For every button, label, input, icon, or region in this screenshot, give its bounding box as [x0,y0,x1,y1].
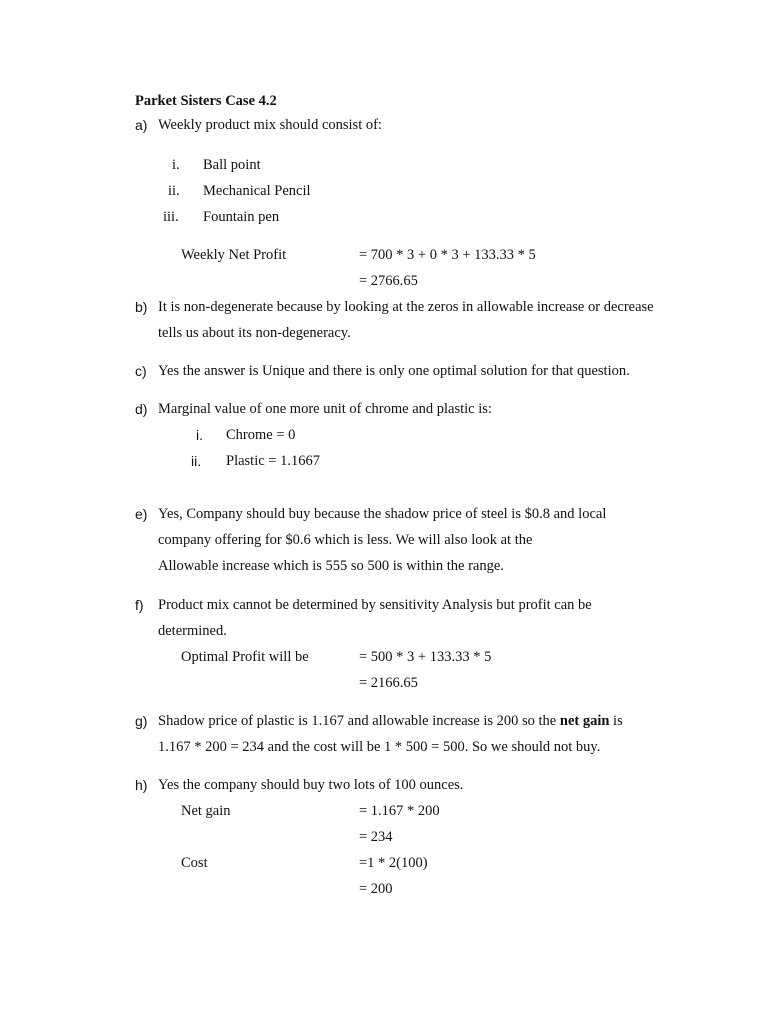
h-line-1: Yes the company should buy two lots of 100 ounces. [158,777,464,793]
f-line-1: Product mix cannot be determined by sensitivity Analysis but profit can be [158,597,592,613]
weekly-net-profit-equation: = 700 * 3 + 0 * 3 + 133.33 * 5 [359,247,536,263]
list-number: ii. [168,183,180,199]
plastic-value: Plastic = 1.1667 [226,453,320,469]
marker-h: h) [135,777,148,793]
optimal-profit-result: = 2166.65 [359,675,418,691]
a-text: Weekly product mix should consist of: [158,117,382,133]
marker-a: a) [135,117,148,133]
net-gain-label: Net gain [181,803,231,819]
list-number: i. [172,157,180,173]
marker-g: g) [135,713,148,729]
net-gain-result: = 234 [359,829,393,845]
marker-b: b) [135,299,148,315]
chrome-value: Chrome = 0 [226,427,296,443]
weekly-net-profit-result: = 2766.65 [359,273,418,289]
net-gain-equation: = 1.167 * 200 [359,803,440,819]
g-line-1 [158,712,623,730]
d-line-1: Marginal value of one more unit of chrome and plastic is: [158,401,492,417]
weekly-net-profit-label: Weekly Net Profit [181,247,287,263]
marker-c: c) [135,363,147,379]
optimal-profit-label: Optimal Profit will be [181,649,309,665]
list-number: ii. [191,453,202,469]
g-line-2: 1.167 * 200 = 234 and the cost will be 1 * 500 = 500. So we should not buy. [158,739,601,755]
cost-result: = 200 [359,881,393,897]
marker-f: f) [135,597,144,613]
g-line-1-end: is [609,713,623,729]
b-line-1: It is non-degenerate because by looking at the zeros in allowable increase or decrease [158,299,654,315]
list-number: i. [196,427,203,443]
b-line-2: tells us about its non-degeneracy. [158,325,351,341]
list-item-mechanical-pencil: Mechanical Pencil [203,183,311,199]
cost-equation: =1 * 2(100) [359,855,428,871]
optimal-profit-equation: = 500 * 3 + 133.33 * 5 [359,649,492,665]
marker-e: e) [135,506,148,522]
list-item-ball-point: Ball point [203,157,261,173]
e-line-3: Allowable increase which is 555 so 500 is within the range. [158,558,504,574]
cost-label: Cost [181,855,208,871]
net-gain-bold: net gain [559,713,610,729]
page-title: Parket Sisters Case 4.2 [135,93,277,109]
g-line-1-start: Shadow price of plastic is 1.167 and allowable increase is 200 so the [158,713,560,729]
marker-d: d) [135,401,148,417]
e-line-2: company offering for $0.6 which is less. We will also look at the [158,532,533,548]
e-line-1: Yes, Company should buy because the shadow price of steel is $0.8 and local [158,506,607,522]
f-line-2: determined. [158,623,227,639]
c-line-1: Yes the answer is Unique and there is only one optimal solution for that question. [158,363,630,379]
list-number: iii. [163,209,179,225]
list-item-fountain-pen: Fountain pen [203,209,280,225]
